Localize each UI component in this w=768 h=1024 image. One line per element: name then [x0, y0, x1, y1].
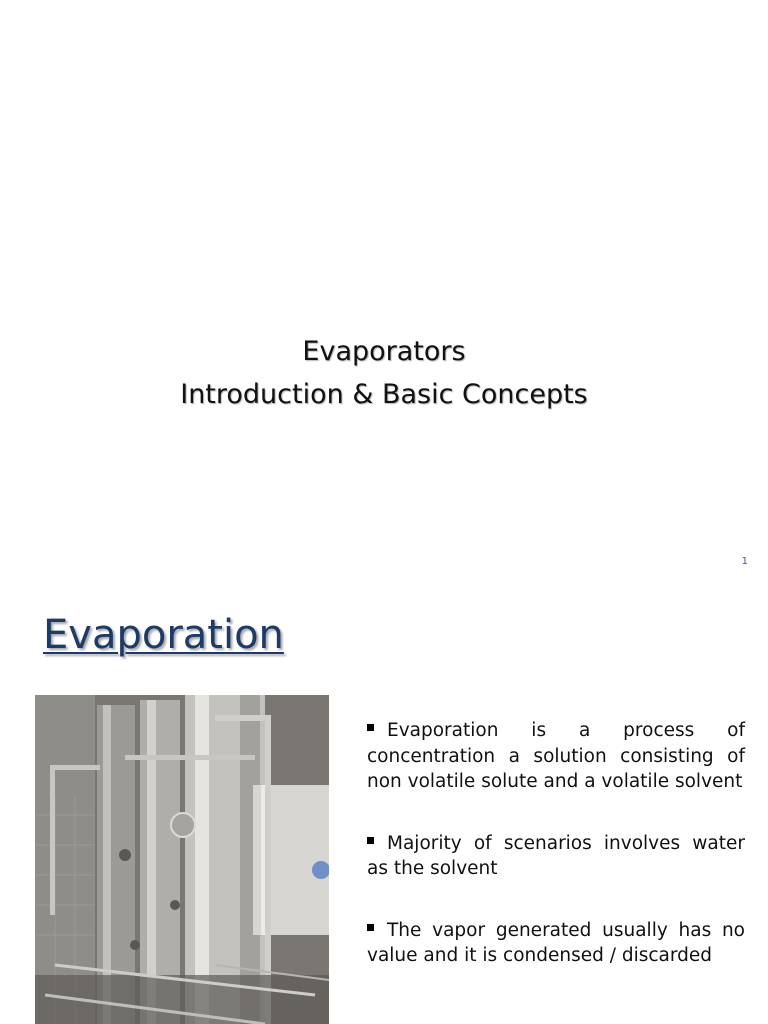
bullet-list	[367, 718, 745, 1005]
square-bullet-icon	[367, 724, 374, 731]
slide-title-line-1: Evaporators	[302, 336, 466, 367]
slide-title	[0, 330, 768, 416]
page-number: 1	[741, 556, 748, 567]
list-item	[367, 918, 745, 969]
square-bullet-icon	[367, 924, 374, 931]
evaporator-equipment-photo-drawing	[35, 695, 329, 1024]
slide-heading: Evaporation	[43, 612, 284, 658]
square-bullet-icon	[367, 837, 374, 844]
content-slide	[0, 576, 768, 1024]
evaporator-equipment-photo	[35, 695, 329, 1024]
bullet-text: The vapor generated usually has no value and it is condensed / discarded	[367, 919, 745, 966]
bullet-text: Majority of scenarios involves water as the solvent	[367, 832, 745, 879]
slide-title-line-2: Introduction & Basic Concepts	[180, 379, 588, 410]
list-item	[367, 718, 745, 795]
bullet-text: Evaporation is a process of concentration a solution consisting of non volatile solute and a volatile solvent	[367, 720, 745, 792]
list-item	[367, 831, 745, 882]
